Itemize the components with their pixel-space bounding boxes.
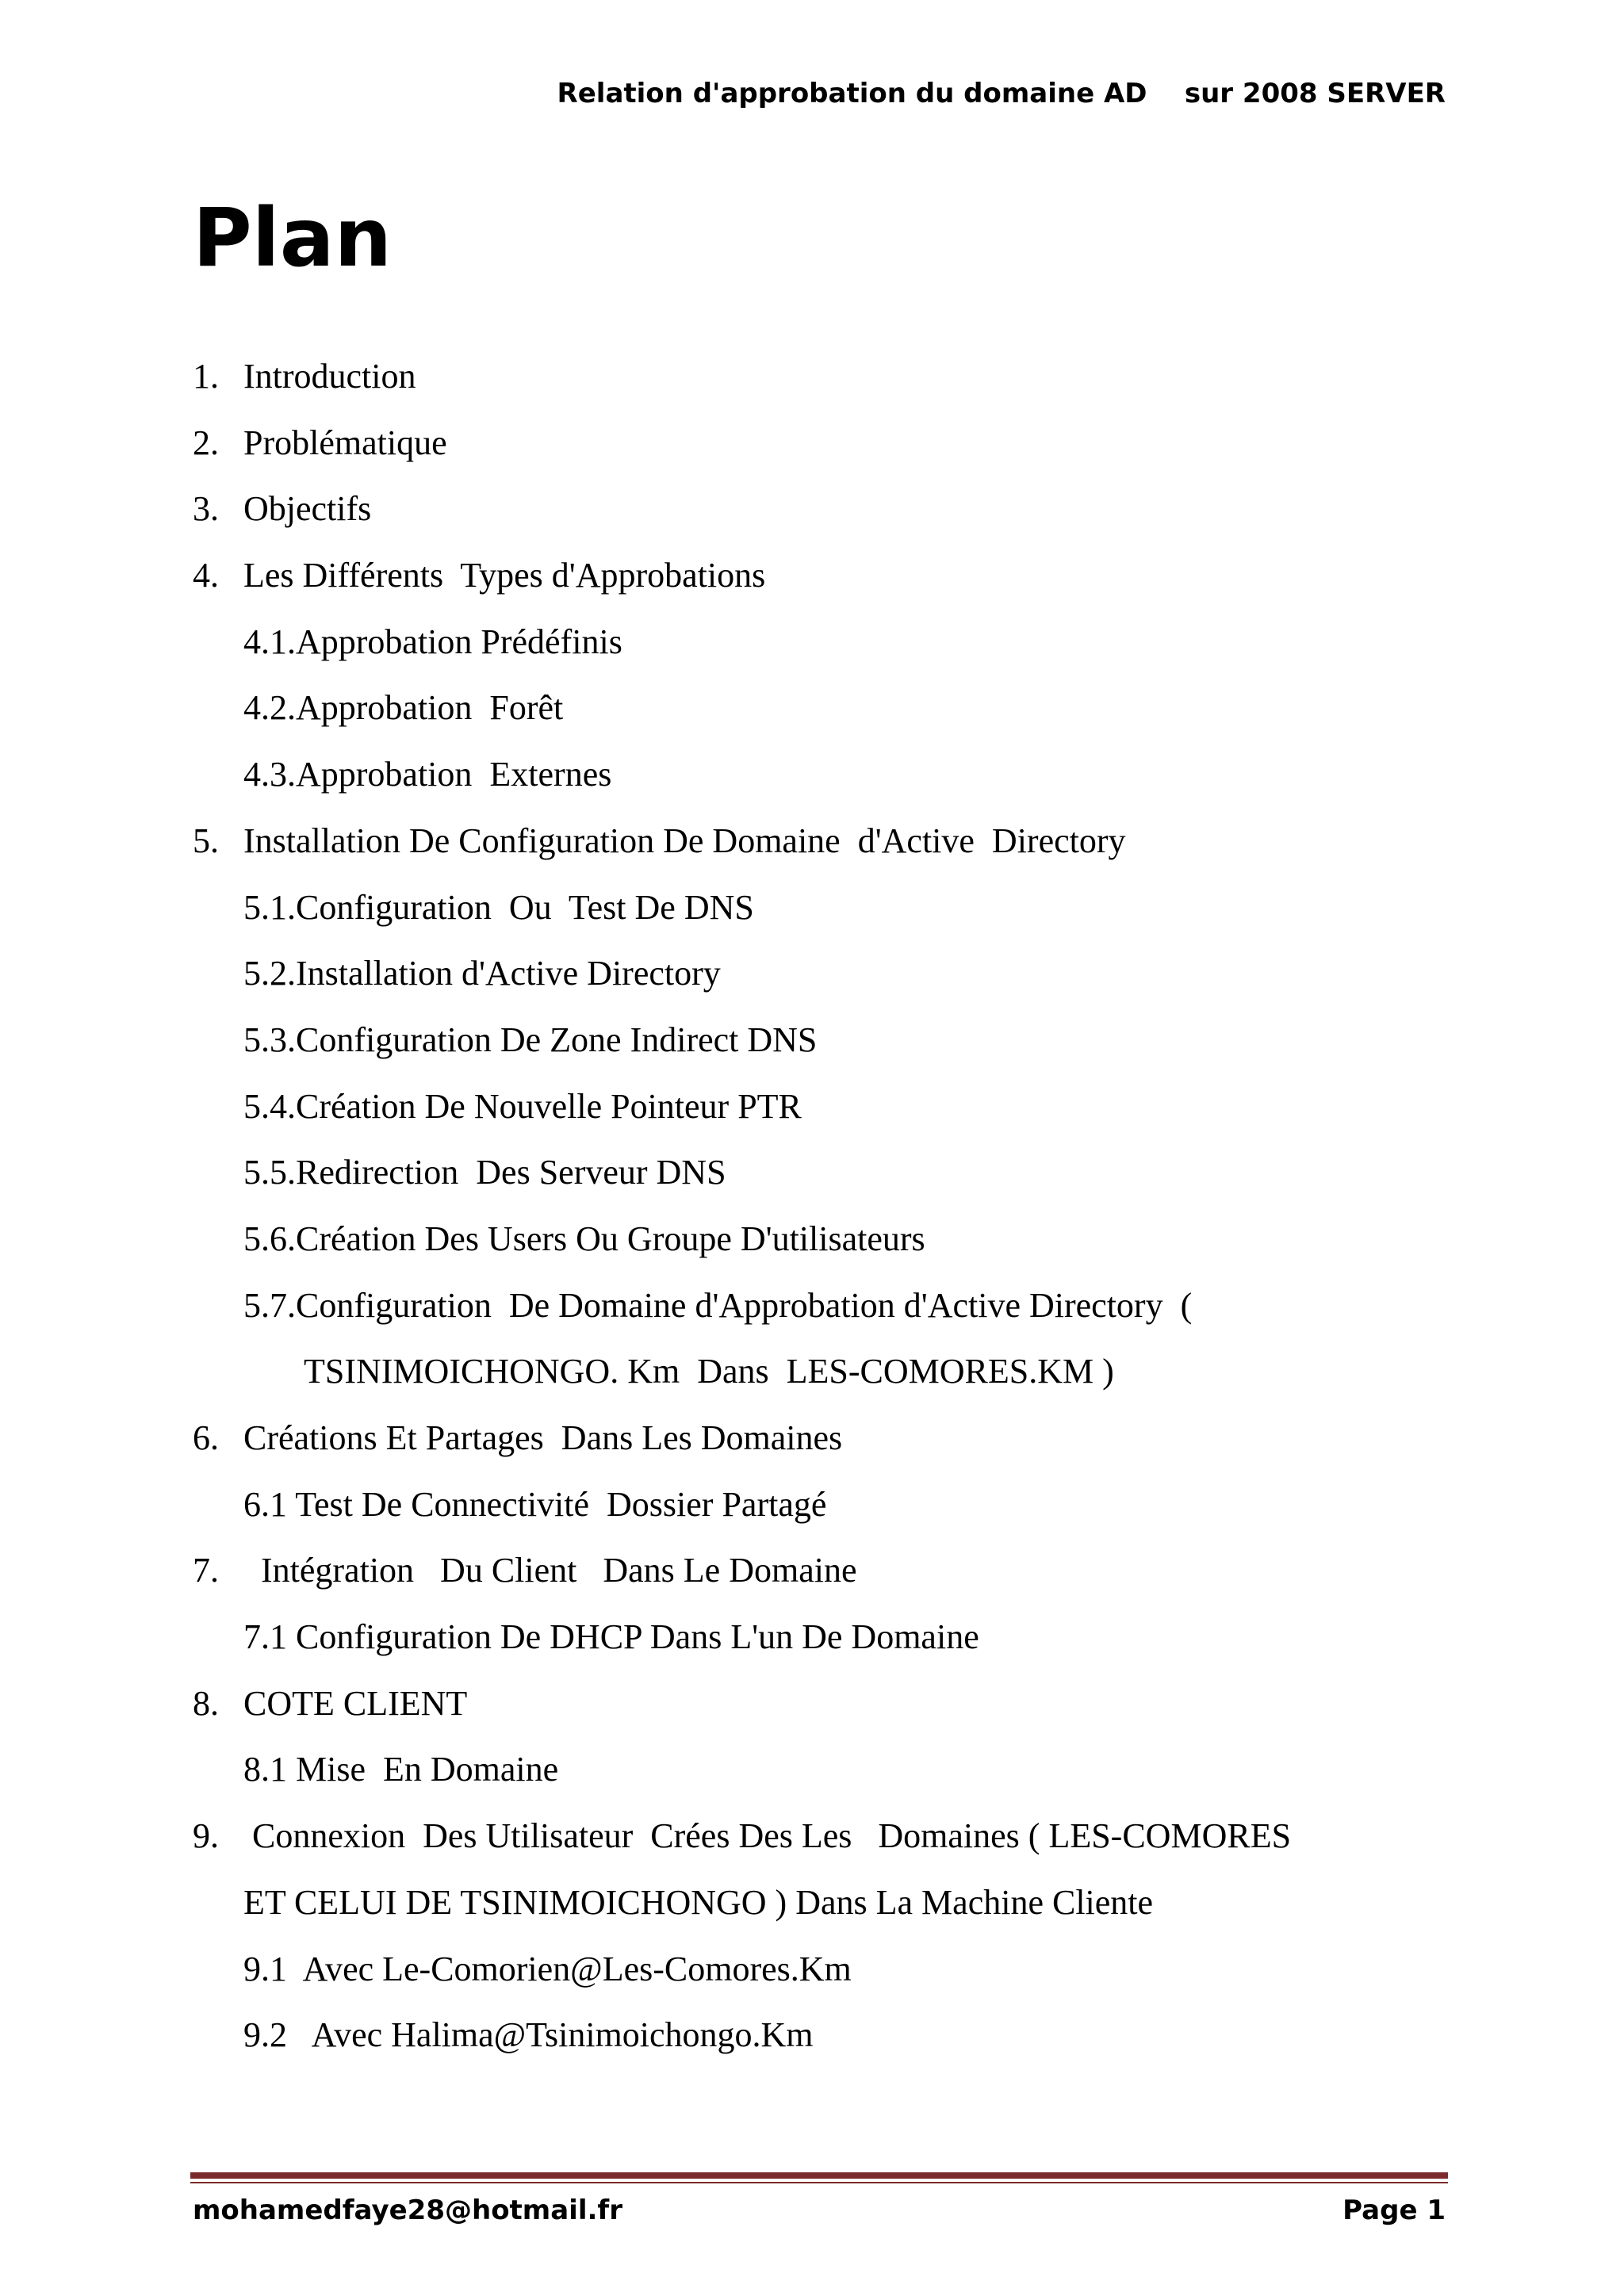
footer-divider — [190, 2172, 1448, 2179]
toc-number: 6. — [193, 1418, 219, 1457]
page-number: Page 1 — [1342, 2195, 1446, 2226]
toc-subitem-6-1: 6.1 Test De Connectivité Dossier Partagé — [243, 1484, 827, 1524]
toc-text: Créations Et Partages Dans Les Domaines — [243, 1418, 843, 1457]
footer-email: mohamedfaye28@hotmail.fr — [193, 2195, 622, 2226]
running-header: Relation d'approbation du domaine AD sur 2008 SERVER — [557, 78, 1446, 109]
toc-subitem-7-1: 7.1 Configuration De DHCP Dans L'un De Domaine — [243, 1617, 979, 1657]
toc-subitem-5-6: 5.6.Création Des Users Ou Groupe D'utilisateurs — [243, 1219, 925, 1258]
toc-text: Intégration Du Client Dans Le Domaine — [243, 1551, 857, 1590]
toc-subitem-4-2: 4.2.Approbation Forêt — [243, 688, 564, 728]
page-title: Plan — [193, 191, 393, 285]
toc-subitem-5-2: 5.2.Installation d'Active Directory — [243, 954, 721, 993]
toc-item-7 — [193, 1537, 1461, 1604]
toc-subitem-5-7: 5.7.Configuration De Domaine d'Approbation d'Active Directory ( — [243, 1285, 1193, 1325]
toc-number: 1. — [193, 357, 219, 396]
toc-item-9 — [193, 1803, 1461, 1869]
toc-text: Introduction — [243, 357, 416, 396]
toc-number: 3. — [193, 489, 219, 529]
toc-subitem-9-2: 9.2 Avec Halima@Tsinimoichongo.Km — [243, 2015, 814, 2055]
footer-divider-thin — [190, 2182, 1448, 2183]
toc-text: Installation De Configuration De Domaine d'Active Directory — [243, 821, 1126, 860]
toc-subitem-4-3: 4.3.Approbation Externes — [243, 755, 612, 794]
toc-text: Les Différents Types d'Approbations — [243, 556, 766, 595]
toc-subitem-5-7-continued: TSINIMOICHONGO. Km Dans LES-COMORES.KM ) — [304, 1352, 1114, 1391]
toc-item-5 — [193, 808, 1461, 874]
toc-item-8 — [193, 1670, 1461, 1737]
toc-item-4 — [193, 542, 1461, 609]
table-of-contents — [193, 343, 1461, 2068]
toc-number: 4. — [193, 556, 219, 595]
toc-text: Problématique — [243, 423, 447, 462]
toc-subitem-4-1: 4.1.Approbation Prédéfinis — [243, 622, 622, 661]
toc-item-6 — [193, 1405, 1461, 1471]
toc-text: Connexion Des Utilisateur Crées Des Les Domaines ( LES-COMORES — [243, 1816, 1292, 1856]
toc-subitem-5-4: 5.4.Création De Nouvelle Pointeur PTR — [243, 1086, 802, 1126]
toc-subitem-5-5: 5.5.Redirection Des Serveur DNS — [243, 1153, 726, 1192]
toc-subitem-9-1: 9.1 Avec Le-Comorien@Les-Comores.Km — [243, 1949, 852, 1988]
toc-item-3 — [193, 476, 1461, 542]
toc-number: 9. — [193, 1816, 219, 1856]
toc-item-1 — [193, 343, 1461, 410]
toc-subitem-8-1: 8.1 Mise En Domaine — [243, 1750, 559, 1789]
toc-number: 5. — [193, 821, 219, 860]
toc-number: 2. — [193, 423, 219, 462]
toc-subitem-5-3: 5.3.Configuration De Zone Indirect DNS — [243, 1020, 818, 1059]
toc-number: 8. — [193, 1683, 219, 1723]
toc-subitem-5-1: 5.1.Configuration Ou Test De DNS — [243, 887, 754, 927]
toc-item-2 — [193, 410, 1461, 476]
toc-text: COTE CLIENT — [243, 1683, 468, 1723]
toc-number: 7. — [193, 1551, 219, 1590]
toc-item-9-continued: ET CELUI DE TSINIMOICHONGO ) Dans La Machine Cliente — [243, 1882, 1154, 1922]
toc-text: Objectifs — [243, 489, 372, 529]
